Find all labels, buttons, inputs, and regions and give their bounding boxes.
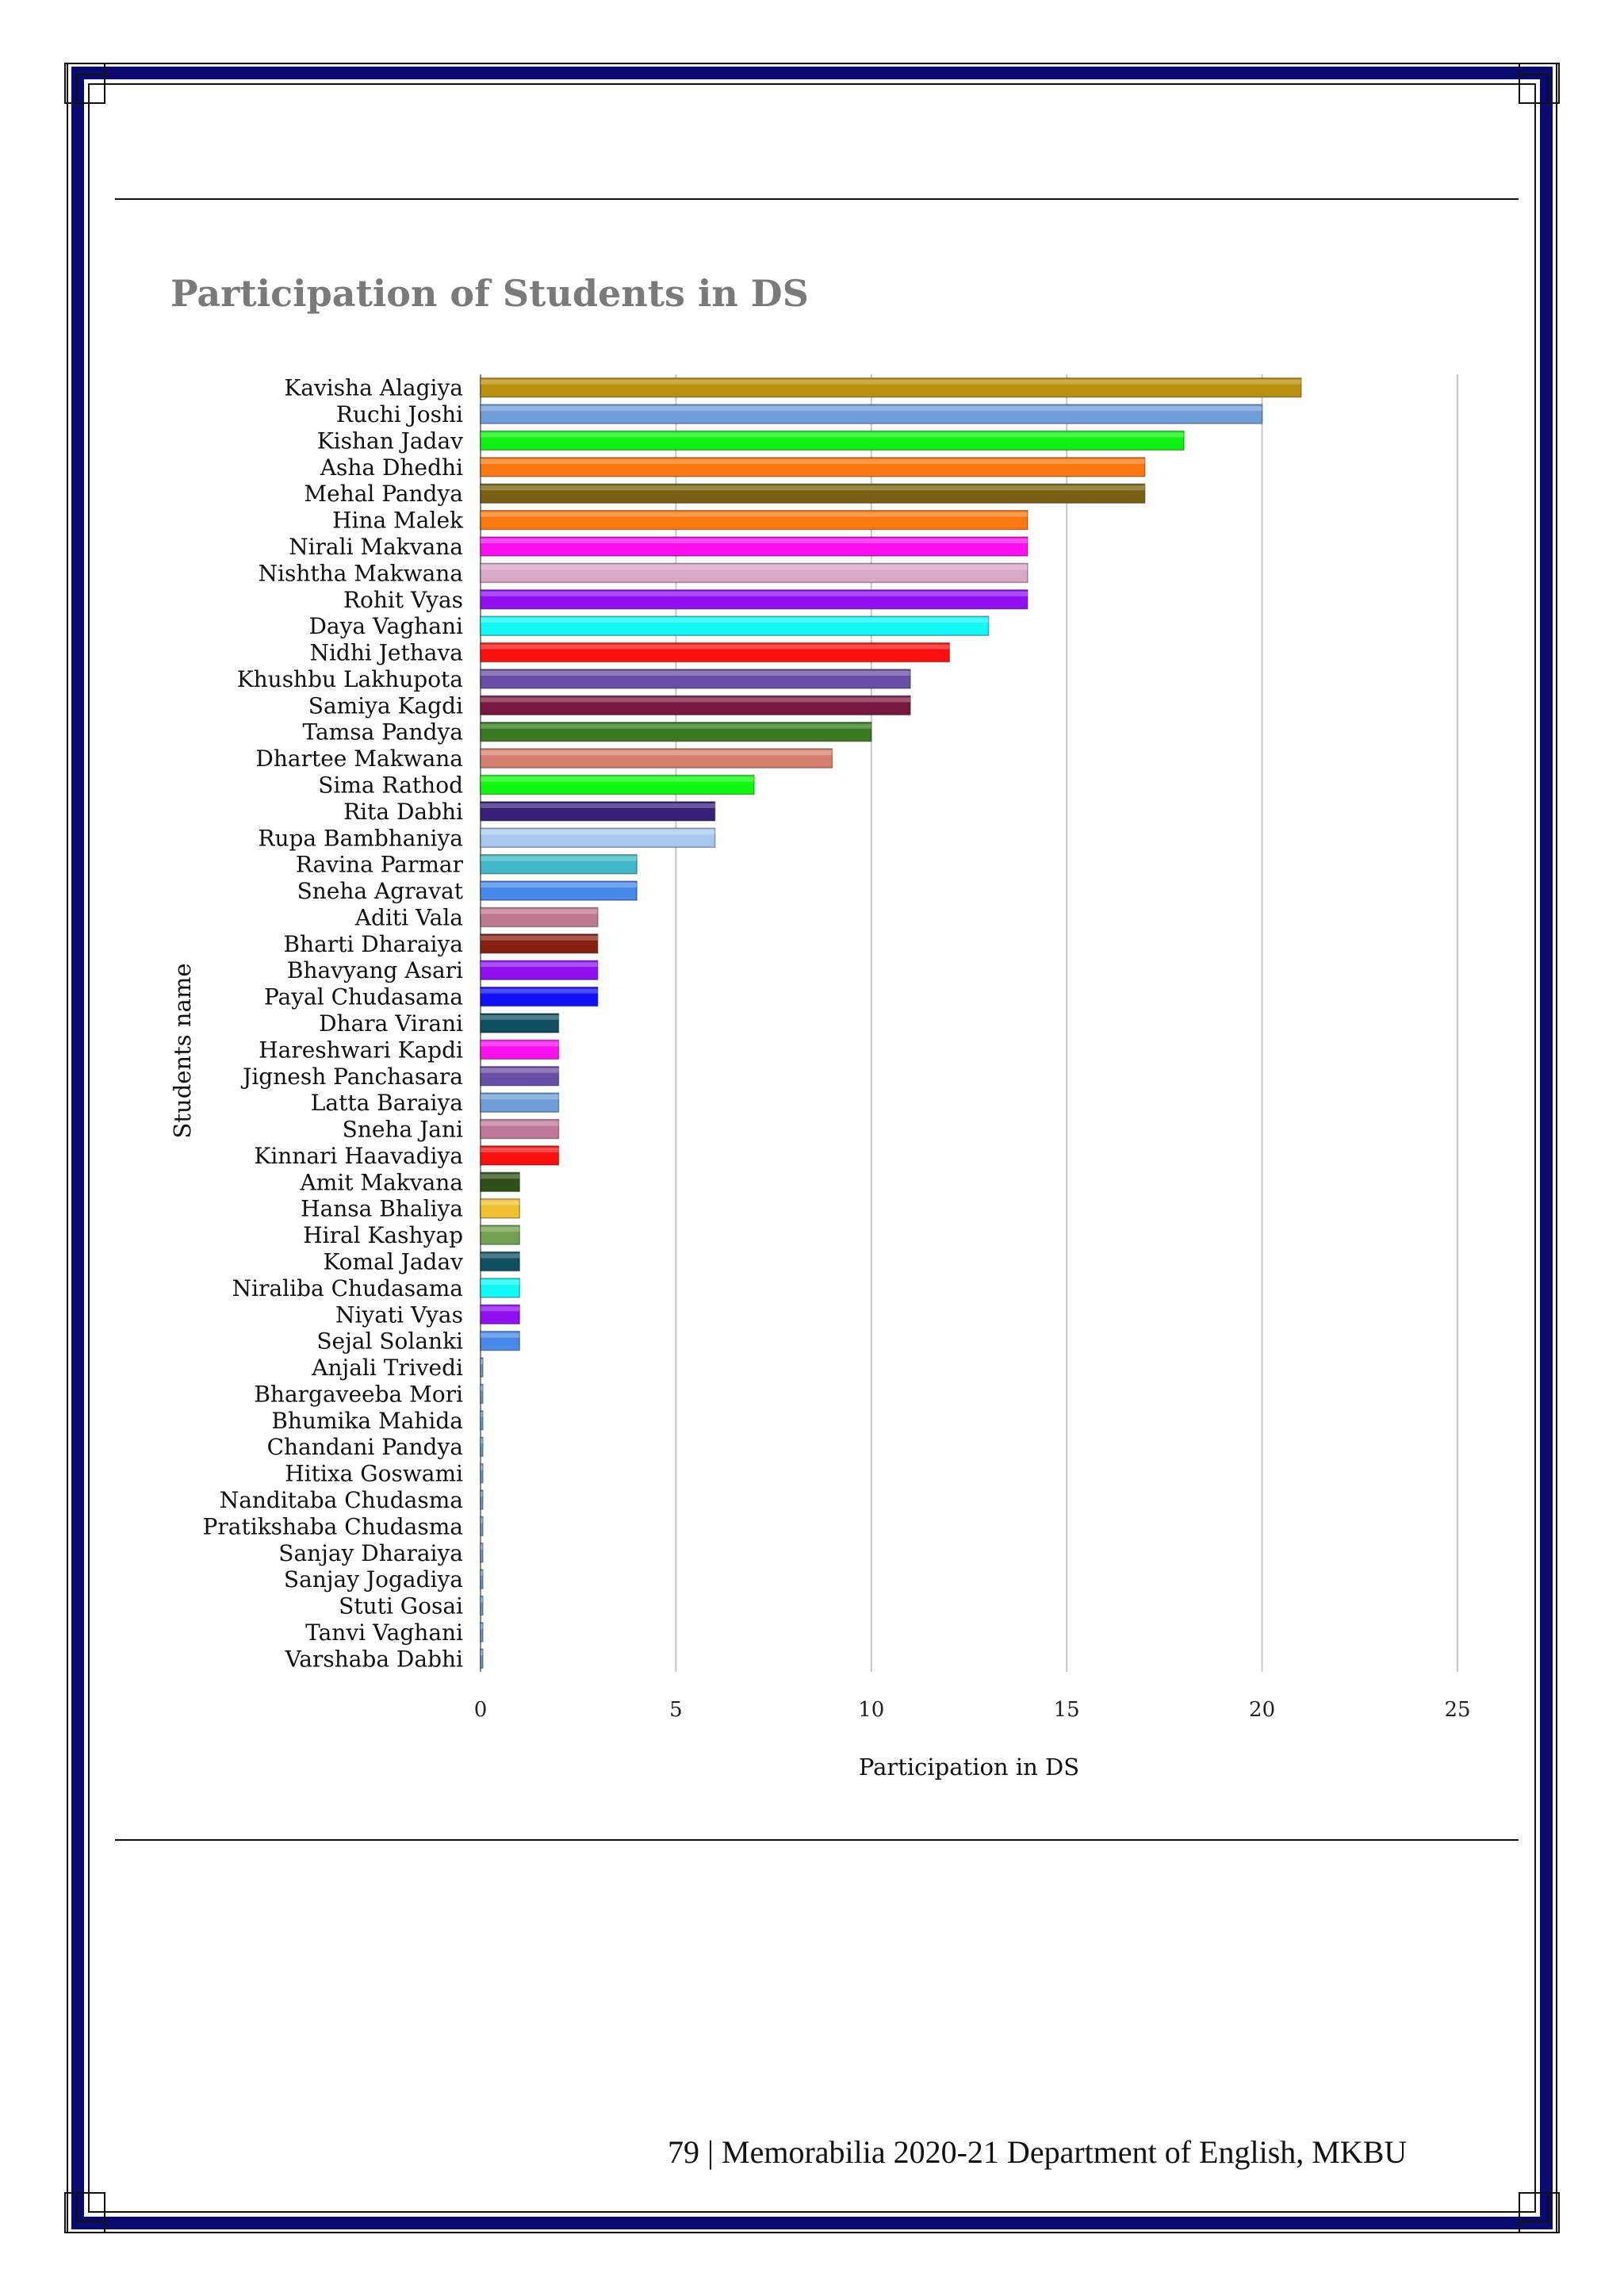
bar-highlight (481, 989, 598, 994)
bar-highlight (481, 592, 1028, 596)
category-label: Ravina Parmar (295, 851, 463, 878)
bar-highlight (481, 857, 637, 861)
category-label: Ruchi Joshi (335, 401, 463, 428)
bar-highlight (481, 1598, 483, 1603)
bar-highlight (481, 512, 1028, 517)
category-label: Hareshwari Kapdi (259, 1037, 463, 1064)
bar-highlight (481, 380, 1301, 385)
category-label: Chandani Pandya (266, 1434, 463, 1461)
category-label: Sanjay Dharaiya (278, 1539, 463, 1566)
category-label: Sejal Solanki (316, 1328, 463, 1355)
category-label: Dhara Virani (319, 1010, 463, 1037)
category-label: Niyati Vyas (335, 1301, 463, 1328)
bar-highlight (481, 1306, 519, 1311)
category-label: Payal Chudasama (263, 983, 463, 1010)
y-axis-label: Students name (169, 963, 196, 1139)
x-tick-label: 25 (1444, 1698, 1471, 1722)
bar-highlight (481, 618, 989, 623)
category-label: Stuti Gosai (339, 1593, 463, 1619)
category-label: Rita Dabhi (343, 798, 463, 825)
category-label: Nanditaba Chudasma (219, 1486, 463, 1513)
bar-highlight (481, 1253, 519, 1258)
bar-highlight (481, 485, 1145, 490)
x-tick-label: 10 (858, 1698, 885, 1722)
category-label: Kavisha Alagiya (284, 374, 463, 401)
bar-highlight (481, 1466, 483, 1470)
bar-highlight (481, 1280, 519, 1285)
bar-highlight (481, 909, 598, 914)
bar-highlight (481, 1359, 483, 1364)
category-label: Jignesh Panchasara (243, 1063, 463, 1090)
bar-highlight (481, 1571, 483, 1576)
category-label: Aditi Vala (354, 904, 463, 931)
x-tick-label: 20 (1249, 1698, 1276, 1722)
bar-highlight (481, 565, 1028, 569)
category-label: Anjali Trivedi (312, 1355, 463, 1382)
category-label: Nirali Makvana (289, 534, 463, 561)
bar-highlight (481, 1041, 559, 1046)
bar-highlight (481, 1121, 559, 1126)
category-label: Tamsa Pandya (302, 719, 463, 746)
bar-highlight (481, 1174, 519, 1179)
category-label: Rohit Vyas (343, 586, 463, 613)
bar-highlight (481, 1148, 559, 1152)
bar-highlight (481, 1492, 483, 1497)
category-label: Bhavyang Asari (286, 957, 463, 984)
x-tick-label: 5 (669, 1698, 683, 1722)
bar-highlight (481, 1094, 559, 1099)
category-label: Tanvi Vaghani (305, 1619, 463, 1646)
bar-highlight (481, 1333, 519, 1338)
category-label: Komal Jadav (323, 1248, 463, 1275)
x-tick-label: 0 (473, 1698, 488, 1722)
bar-highlight (481, 776, 754, 781)
category-label: Hina Malek (332, 507, 463, 534)
category-label: Varshaba Dabhi (285, 1646, 463, 1673)
bar-highlight (481, 671, 910, 676)
bar-highlight (481, 1201, 519, 1205)
category-label: Hansa Bhaliya (301, 1195, 463, 1222)
category-label: Kinnari Haavadiya (254, 1142, 463, 1169)
bar-highlight (481, 1545, 483, 1550)
bar-highlight (481, 803, 715, 808)
bar-highlight (481, 936, 598, 941)
category-label: Amit Makvana (300, 1169, 463, 1196)
x-tick-label: 15 (1053, 1698, 1080, 1722)
category-label: Hitixa Goswami (285, 1460, 463, 1487)
category-label: Samiya Kagdi (308, 692, 463, 719)
bar-highlight (481, 406, 1262, 411)
category-label: Nidhi Jethava (309, 639, 463, 666)
bar-highlight (481, 1227, 519, 1232)
bar-highlight (481, 1386, 483, 1390)
x-axis-label: Participation in DS (858, 1754, 1080, 1780)
category-label: Sima Rathod (318, 772, 463, 799)
category-label: Pratikshaba Chudasma (202, 1513, 463, 1540)
bar-highlight (481, 750, 833, 755)
bar-highlight (481, 724, 871, 729)
category-label: Mehal Pandya (304, 481, 463, 508)
category-label: Latta Baraiya (310, 1090, 463, 1117)
category-label: Bharti Dharaiya (283, 930, 463, 957)
bar-highlight (481, 1650, 483, 1655)
bar-highlight (481, 539, 1028, 543)
category-label: Asha Dhedhi (320, 454, 463, 481)
bar-highlight (481, 883, 637, 887)
category-label: Sneha Agravat (297, 878, 463, 905)
category-label: Sanjay Jogadiya (283, 1566, 463, 1593)
bar-highlight (481, 1068, 559, 1073)
category-label: Daya Vaghani (308, 613, 463, 640)
category-label: Niraliba Chudasama (232, 1274, 463, 1301)
bar-highlight (481, 1624, 483, 1629)
category-label: Hiral Kashyap (303, 1222, 463, 1249)
category-label: Nishtha Makwana (258, 560, 463, 587)
page-footer: 79 | Memorabilia 2020-21 Department of English, MKBU (668, 2134, 1408, 2170)
bar-highlight (481, 1412, 483, 1417)
category-label: Bhumika Mahida (271, 1407, 463, 1434)
bar-highlight (481, 459, 1145, 464)
bar-highlight (481, 962, 598, 967)
bar-highlight (481, 432, 1184, 437)
bar-highlight (481, 1518, 483, 1523)
category-label: Dhartee Makwana (255, 746, 463, 772)
category-label: Sneha Jani (342, 1116, 463, 1143)
bar-highlight (481, 1439, 483, 1443)
bar-highlight (481, 645, 949, 650)
category-label: Bhargaveeba Mori (254, 1381, 463, 1408)
bar-highlight (481, 1015, 559, 1020)
bar-highlight (481, 830, 715, 834)
bar-highlight (481, 697, 910, 702)
category-label: Kishan Jadav (316, 427, 463, 454)
chart-title: Participation of Students in DS (170, 272, 809, 315)
category-label: Rupa Bambhaniya (258, 825, 463, 852)
category-label: Khushbu Lakhupota (236, 665, 463, 692)
